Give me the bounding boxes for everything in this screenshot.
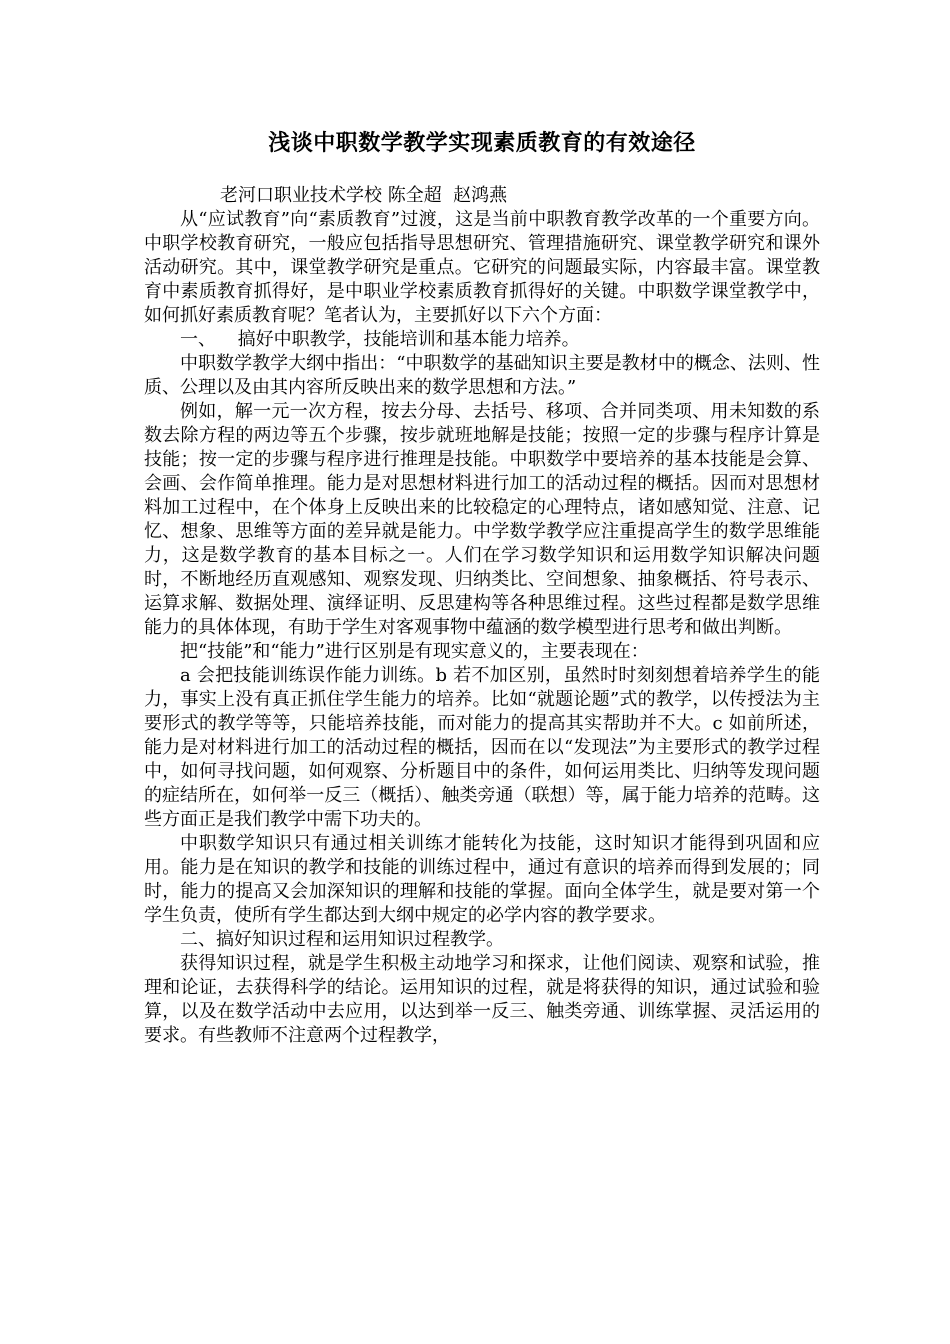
section-1-heading (144, 328, 820, 352)
document-page (144, 128, 820, 1048)
section-1-heading-text: 搞好中职教学，技能培训和基本能力培养。 (237, 329, 580, 350)
section-2-paragraph: 获得知识过程，就是学生积极主动地学习和探求，让他们阅读、观察和试验，推理和论证，去获得科学的结论。运用知识的过程，就是将获得的知识，通过试验和验算，以及在数学活动中去应用，以达到举一反三、触类旁通、训练掌握、灵活运用的要求。有些教师不注意两个过程教学， (144, 953, 820, 1046)
intro-paragraph: 从“应试教育”向“素质教育”过渡，这是当前中职教育教学改革的一个重要方向。中职学校教育研究，一般应包括指导思想研究、管理措施研究、课堂教学研究和课外活动研究。其中，课堂教学研究是重点。它研究的问题最实际，内容最丰富。课堂教育中素质教育抓得好，是中职业学校素质教育抓得好的关键。中职数学课堂教学中，如何抓好素质教育呢？笔者认为，主要抓好以下六个方面： (144, 209, 820, 326)
section-2-heading: 二、搞好知识过程和运用知识过程教学。 (180, 929, 504, 950)
document-title: 浅谈中职数学教学实现素质教育的有效途径 (268, 130, 696, 156)
section-1-number: 一、 (180, 329, 216, 350)
section-1-paragraph: 中职数学知识只有通过相关训练才能转化为技能，这时知识才能得到巩固和应用。能力是在知识的教学和技能的训练过程中，通过有意识的培养而得到发展的；同时，能力的提高又会加深知识的理解和技能的掌握。面向全体学生，就是要对第一个学生负责，使所有学生都达到大纲中规定的必学内容的教学要求。 (144, 833, 820, 926)
section-1-paragraph: 例如，解一元一次方程，按去分母、去括号、移项、合并同类项、用未知数的系数去除方程的两边等五个步骤，按步就班地解是技能；按照一定的步骤与程序计算是技能；按一定的步骤与程序进行推理是技能。中职数学中要培养的基本技能是会算、会画、会作简单推理。能力是对思想材料进行加工的活动过程的概括。因而对思想材料加工过程中，在个体身上反映出来的比较稳定的心理特点，诸如感知觉、注意、记忆、想象、思维等方面的差异就是能力。中学数学教学应注重提高学生的数学思维能力，这是数学教育的基本目标之一。人们在学习数学知识和运用数学知识解决问题时，不断地经历直观感知、观察发现、归纳类比、空间想象、抽象概括、符号表示、运算求解、数据处理、演绎证明、反思建构等各种思维过程。这些过程都是数学思维能力的具体体现，有助于学生对客观事物中蕴涵的数学模型进行思考和做出判断。 (144, 401, 820, 638)
author-line: 老河口职业技术学校 陈全超 赵鸿燕 (220, 185, 508, 206)
section-1-paragraph: 中职数学教学大纲中指出：“中职数学的基础知识主要是教材中的概念、法则、性质、公理以及由其内容所反映出来的数学思想和方法。” (144, 353, 820, 398)
section-1-paragraph: a 会把技能训练误作能力训练。b 若不加区别，虽然时时刻刻想着培养学生的能力，事实上没有真正抓住学生能力的培养。比如“就题论题”式的教学，以传授法为主要形式的教学等等，只能培养技能，而对能力的提高其实帮助并不大。c 如前所述，能力是对材料进行加工的活动过程的概括，因而在以“发现法”为主要形式的教学过程中，如何寻找问题，如何观察、分析题目中的条件，如何运用类比、归纳等发现问题的症结所在，如何举一反三（概括）、触类旁通（联想）等，属于能力培养的范畴。这些方面正是我们教学中需下功夫的。 (144, 665, 820, 830)
section-1-paragraph: 把“技能”和“能力”进行区别是有现实意义的，主要表现在： (180, 641, 649, 662)
